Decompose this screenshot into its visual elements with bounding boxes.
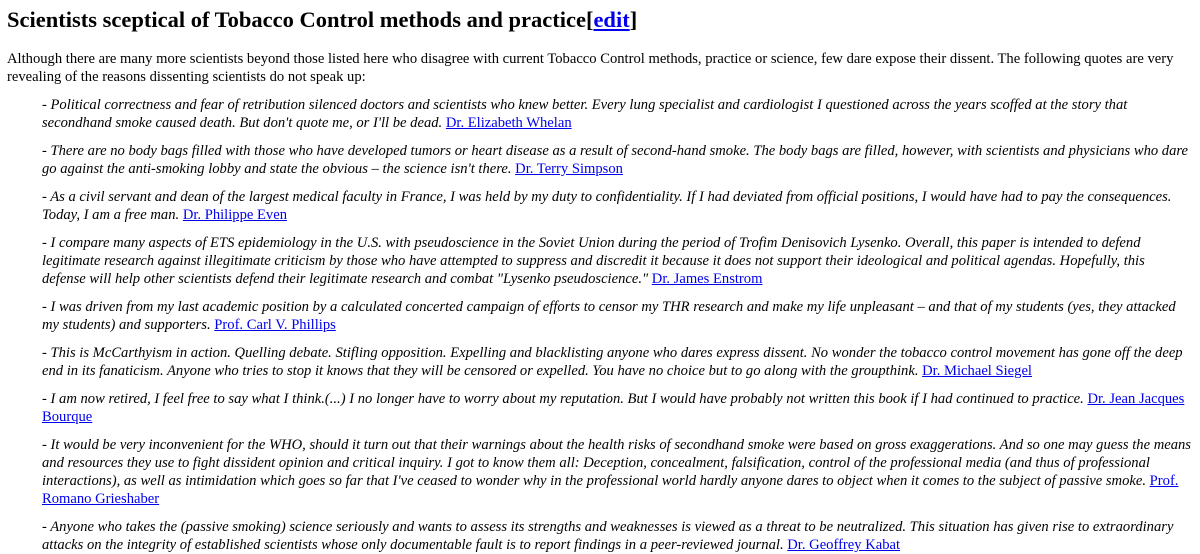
quote-item — [42, 390, 1192, 426]
quote-text: - There are no body bags filled with those who have developed tumors or heart disease as a result of second-hand smoke. The body bags are filled, however, with scientists and physicians who dare go against the anti-smoking lobby and state the obvious – the science isn't there. — [42, 143, 1189, 177]
author-link[interactable]: Dr. James Enstrom — [651, 271, 763, 287]
quote-list — [7, 86, 1192, 554]
author-link[interactable]: Dr. Geoffrey Kabat — [787, 537, 901, 553]
edit-bracket-close: ] — [629, 7, 638, 32]
quote-item — [42, 436, 1192, 508]
quote-item — [42, 96, 1192, 132]
quote-text: - Anyone who takes the (passive smoking) science seriously and wants to assess its strengths and weaknesses is viewed as a threat to be neutralized. This situation has given rise to extraordinary attacks on the integrity of established scientists whose only documentable fault is to report findings in a peer-reviewed journal. — [42, 519, 1174, 553]
quote-text: - I am now retired, I feel free to say what I think.(...) I no longer have to worry about my reputation. But I would have probably not written this book if I had continued to practice. — [42, 391, 1084, 407]
article-section — [0, 6, 1200, 554]
author-link[interactable]: Prof. Romano Grieshaber — [42, 473, 1179, 507]
quote-item — [42, 142, 1192, 178]
author-link[interactable]: Dr. Terry Simpson — [515, 161, 623, 177]
quote-text: - It would be very inconvenient for the WHO, should it turn out that their warnings about the health risks of secondhand smoke were based on gross exaggerations. And so one may guess the means and resources they use to fight dissident opinion and critical inquiry. I got to know them all: Deception, concealment, falsification, control of the professional media (and thus of professional interactions), as well as intimidation which goes so far that I've ceased to wonder why in the professional world hardly anyone dares to object when it comes to the subject of passive smoke. — [42, 437, 1191, 489]
quote-text: - I compare many aspects of ETS epidemiology in the U.S. with pseudoscience in the Soviet Union during the period of Trofim Denisovich Lysenko. Overall, this paper is intended to defend legitimate research against illegitimate criticism by those who have attempted to suppress and discredit it because it does not support their ideological and political agendas. Hopefully, this defense will help other scientists defend their legitimate research and combat "Lysenko pseudoscience." — [42, 235, 1145, 287]
edit-link[interactable]: edit — [593, 7, 630, 32]
quote-item — [42, 344, 1192, 380]
quote-item — [42, 188, 1192, 224]
quote-item — [42, 234, 1192, 288]
quote-text: - This is McCarthyism in action. Quelling debate. Stifling opposition. Expelling and blacklisting anyone who dares express dissent. No wonder the tobacco control movement has gone off the deep end in its fanaticism. Anyone who tries to stop it knows that they will be censored or expelled. You have no choice but to go along with the groupthink. — [42, 345, 1183, 379]
author-link[interactable]: Dr. Michael Siegel — [922, 363, 1032, 379]
section-title: Scientists sceptical of Tobacco Control methods and practice — [7, 7, 586, 32]
quote-item — [42, 298, 1192, 334]
quote-text: - Political correctness and fear of retribution silenced doctors and scientists who knew better. Every lung specialist and cardiologist I questioned across the years scoffed at the story that secondhand smoke caused death. But don't quote me, or I'll be dead. — [42, 97, 1128, 131]
edit-bracket-open: [ — [585, 7, 594, 32]
author-link[interactable]: Dr. Jean Jacques Bourque — [42, 391, 1185, 425]
quote-item — [42, 518, 1192, 554]
quote-text: - I was driven from my last academic position by a calculated concerted campaign of efforts to censor my THR research and make my life unpleasant – and that of my students (yes, they attacked my students) and supporters. — [42, 299, 1176, 333]
intro-paragraph: Although there are many more scientists beyond those listed here who disagree with current Tobacco Control methods, practice or science, few dare expose their dissent. The following quotes are very revealing of the reasons dissenting scientists do not speak up: — [7, 51, 1174, 85]
quote-text: - As a civil servant and dean of the largest medical faculty in France, I was held by my duty to confidentiality. If I had deviated from official positions, I would have had to pay the consequences. Today, I am a free man. — [42, 189, 1172, 223]
section-heading — [7, 6, 1192, 34]
author-link[interactable]: Dr. Philippe Even — [182, 207, 287, 223]
author-link[interactable]: Dr. Elizabeth Whelan — [445, 115, 572, 131]
author-link[interactable]: Prof. Carl V. Phillips — [214, 317, 336, 333]
